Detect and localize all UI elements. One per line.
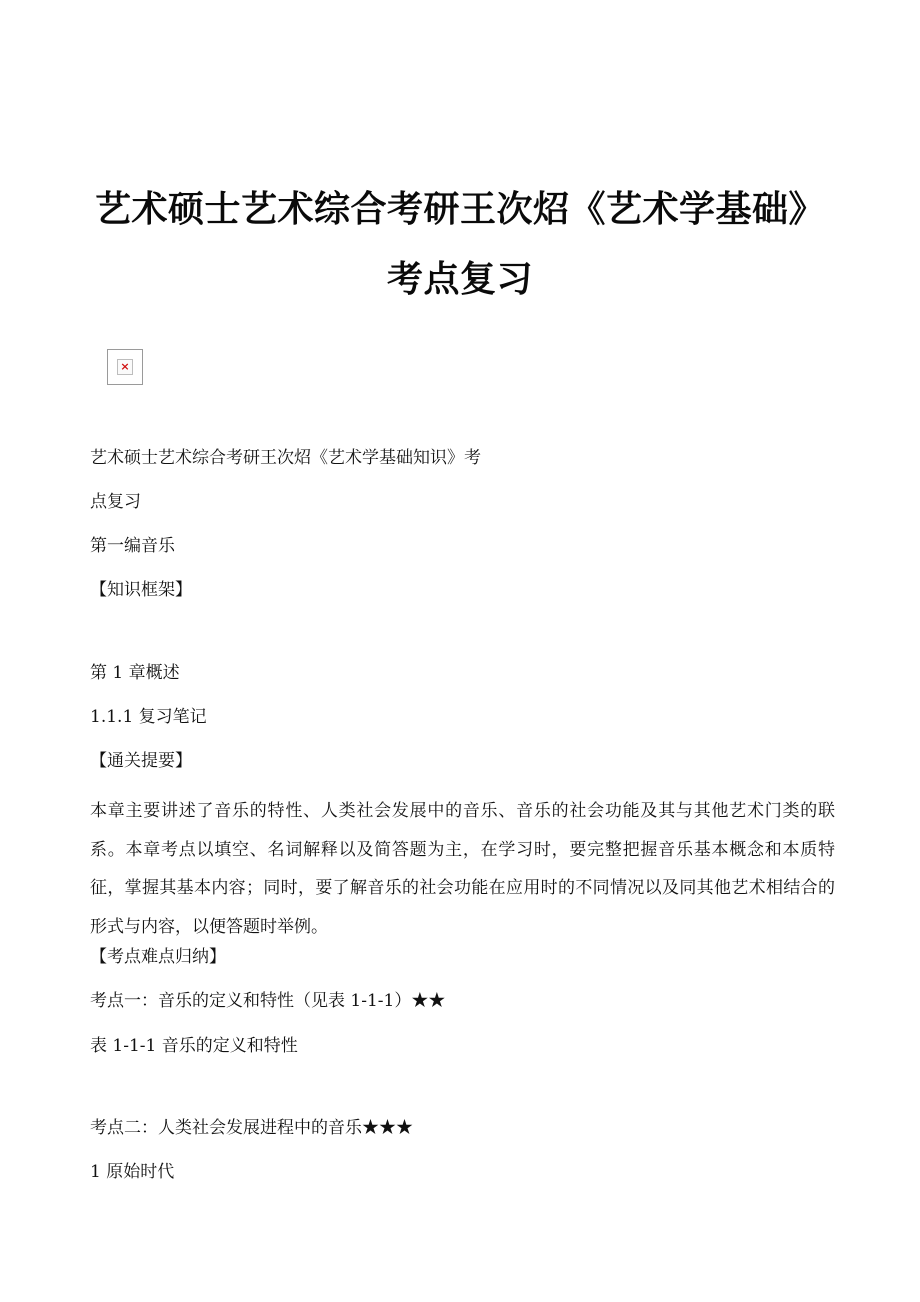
part-heading: 第一编音乐: [90, 536, 175, 556]
keypoint-2: 考点二：人类社会发展进程中的音乐★★★: [90, 1118, 413, 1138]
framework-heading: 【知识框架】: [90, 580, 192, 600]
keypoints-heading: 【考点难点归纳】: [90, 947, 226, 967]
section-heading: 1.1.1 复习笔记: [90, 707, 207, 727]
chapter-heading: 第 1 章概述: [90, 663, 180, 683]
era-heading: 1 原始时代: [90, 1162, 175, 1182]
summary-paragraph: 本章主要讲述了音乐的特性、人类社会发展中的音乐、音乐的社会功能及其与其他艺术门类的联系。本章考点以填空、名词解释以及简答题为主，在学习时，要完整把握音乐基本概念和本质特征，掌握其基本内容；同时，要了解音乐的社会功能在应用时的不同情况以及同其他艺术相结合的形式与内容，以便答题时举例。: [90, 801, 835, 937]
broken-image-placeholder: [107, 349, 143, 385]
document-title-line-1: 艺术硕士艺术综合考研王次炤《艺术学基础》: [94, 189, 825, 230]
subtitle-line-2: 点复习: [90, 492, 141, 512]
subtitle-line-1: 艺术硕士艺术综合考研王次炤《艺术学基础知识》考: [90, 448, 481, 468]
keypoint-1: 考点一：音乐的定义和特性（见表 1-1-1）★★: [90, 991, 446, 1011]
table-caption: 表 1-1-1 音乐的定义和特性: [90, 1036, 298, 1056]
document-title-line-2: 考点复习: [386, 259, 533, 300]
summary-heading: 【通关提要】: [90, 751, 192, 771]
broken-image-icon: ×: [117, 359, 133, 375]
